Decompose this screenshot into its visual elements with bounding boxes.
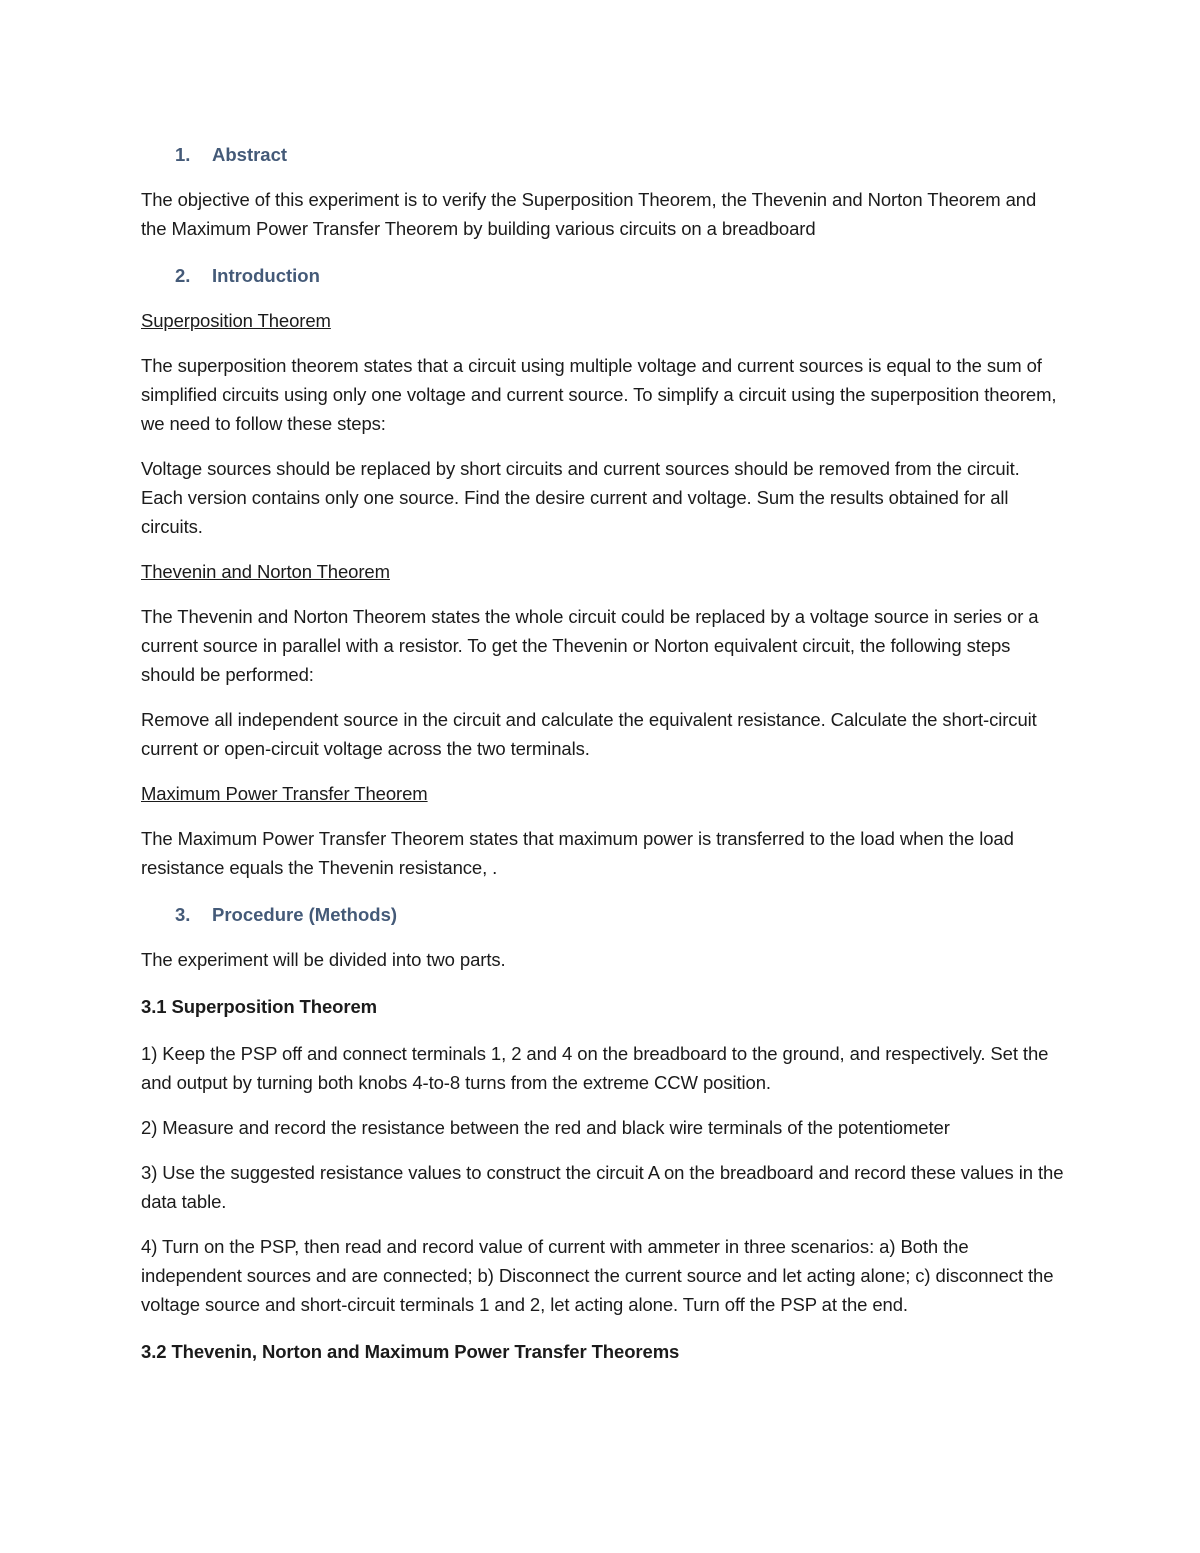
thevenin-paragraph-2: Remove all independent source in the circuit and calculate the equivalent resistance. Calculate the short-circuit current or open-circuit voltage across the two terminals. xyxy=(141,709,1037,759)
subheading-superposition-procedure: 3.1 Superposition Theorem xyxy=(141,996,377,1017)
procedure-step-3: 3) Use the suggested resistance values to construct the circuit A on the breadboard and record these values in the data table. xyxy=(141,1162,1064,1212)
section-title: Introduction xyxy=(212,265,320,286)
document-page xyxy=(141,140,1066,1366)
section-number: 1. xyxy=(175,144,191,165)
procedure-step-4: 4) Turn on the PSP, then read and record value of current with ammeter in three scenarios: a) Both the independent sources and are connected; b) Disconnect the current source and let acting alone; c) disconnect the voltage source and short-circuit terminals 1 and 2, let acting alone. Turn off the PSP at the end. xyxy=(141,1236,1054,1315)
subheading-superposition: Superposition Theorem xyxy=(141,310,331,331)
section-title: Abstract xyxy=(212,144,288,165)
section-heading-abstract xyxy=(141,140,1066,169)
subheading-thevenin-norton-procedure: 3.2 Thevenin, Norton and Maximum Power Transfer Theorems xyxy=(141,1341,680,1362)
max-power-paragraph: The Maximum Power Transfer Theorem states that maximum power is transferred to the load when the load resistance equals the Thevenin resistance, . xyxy=(141,828,1014,878)
section-heading-introduction xyxy=(141,261,1066,290)
section-number: 2. xyxy=(175,265,191,286)
procedure-step-1: 1) Keep the PSP off and connect terminals 1, 2 and 4 on the breadboard to the ground, and respectively. Set the and output by turning both knobs 4-to-8 turns from the extreme CCW position. xyxy=(141,1043,1049,1093)
section-heading-procedure xyxy=(141,900,1066,929)
procedure-intro: The experiment will be divided into two parts. xyxy=(141,949,506,970)
superposition-paragraph-1: The superposition theorem states that a circuit using multiple voltage and current sources is equal to the sum of simplified circuits using only one voltage and current source. To simplify a circuit using the superposition theorem, we need to follow these steps: xyxy=(141,355,1057,434)
thevenin-paragraph-1: The Thevenin and Norton Theorem states the whole circuit could be replaced by a voltage source in series or a current source in parallel with a resistor. To get the Thevenin or Norton equivalent circuit, the following steps should be performed: xyxy=(141,606,1039,685)
subheading-max-power-transfer: Maximum Power Transfer Theorem xyxy=(141,783,428,804)
procedure-step-2: 2) Measure and record the resistance between the red and black wire terminals of the potentiometer xyxy=(141,1117,950,1138)
section-title: Procedure (Methods) xyxy=(212,904,398,925)
superposition-paragraph-2: Voltage sources should be replaced by short circuits and current sources should be removed from the circuit. Each version contains only one source. Find the desire current and voltage. Sum the results obtained for all circuits. xyxy=(141,458,1020,537)
subheading-thevenin-norton: Thevenin and Norton Theorem xyxy=(141,561,390,582)
abstract-paragraph: The objective of this experiment is to verify the Superposition Theorem, the Thevenin and Norton Theorem and the Maximum Power Transfer Theorem by building various circuits on a breadboard xyxy=(141,189,1037,239)
section-number: 3. xyxy=(175,904,191,925)
